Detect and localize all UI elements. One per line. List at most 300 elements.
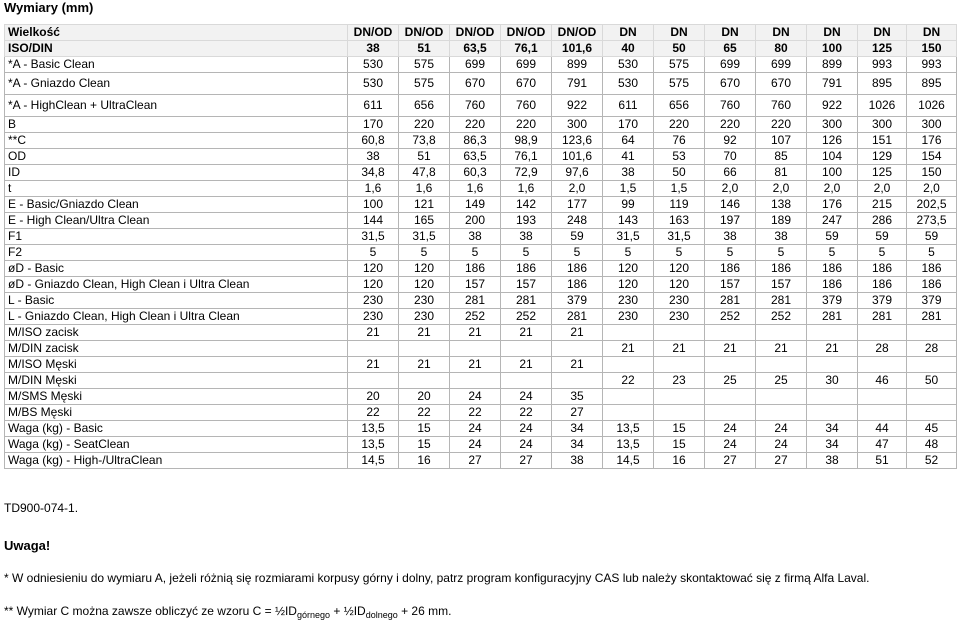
table-cell: 157 <box>756 277 807 293</box>
table-cell: 120 <box>654 261 705 277</box>
table-cell: 24 <box>705 437 756 453</box>
table-cell: 20 <box>399 389 450 405</box>
table-cell: 281 <box>756 293 807 309</box>
table-cell: 1026 <box>907 95 957 117</box>
header-type-cell: DN <box>705 25 756 41</box>
table-cell: 59 <box>552 229 603 245</box>
table-cell: 41 <box>603 149 654 165</box>
table-cell: 379 <box>858 293 907 309</box>
table-cell: 15 <box>399 421 450 437</box>
table-cell: 899 <box>807 57 858 73</box>
table-cell: 86,3 <box>450 133 501 149</box>
table-cell: 31,5 <box>399 229 450 245</box>
table-cell <box>654 357 705 373</box>
table-cell: 170 <box>603 117 654 133</box>
table-cell <box>756 405 807 421</box>
table-cell: 21 <box>450 357 501 373</box>
table-cell: 100 <box>807 165 858 181</box>
header-type-cell: DN/OD <box>501 25 552 41</box>
table-cell: 230 <box>348 293 399 309</box>
table-cell: 530 <box>348 73 399 95</box>
table-cell: 281 <box>705 293 756 309</box>
table-cell: 38 <box>807 453 858 469</box>
table-cell: 99 <box>603 197 654 213</box>
table-cell: 575 <box>399 73 450 95</box>
table-cell: 27 <box>450 453 501 469</box>
table-cell: 21 <box>705 341 756 357</box>
row-label: Waga (kg) - High-/UltraClean <box>5 453 348 469</box>
table-cell: 100 <box>348 197 399 213</box>
table-cell: 27 <box>552 405 603 421</box>
table-cell: 47 <box>858 437 907 453</box>
table-cell: 220 <box>501 117 552 133</box>
header-size-cell: 76,1 <box>501 41 552 57</box>
table-cell: 21 <box>654 341 705 357</box>
table-cell <box>705 405 756 421</box>
header-size-cell: 101,6 <box>552 41 603 57</box>
table-cell: 186 <box>858 277 907 293</box>
table-cell: 34 <box>807 421 858 437</box>
table-cell: 31,5 <box>603 229 654 245</box>
table-cell: 530 <box>603 57 654 73</box>
table-cell: 248 <box>552 213 603 229</box>
table-cell: 186 <box>756 261 807 277</box>
page-title: Wymiary (mm) <box>4 0 94 15</box>
table-cell <box>501 341 552 357</box>
table-cell <box>450 341 501 357</box>
table-cell: 21 <box>348 357 399 373</box>
table-cell: 34 <box>552 437 603 453</box>
table-cell: 126 <box>807 133 858 149</box>
header-size-cell: 63,5 <box>450 41 501 57</box>
table-cell: 120 <box>348 277 399 293</box>
row-label: M/ISO Męski <box>5 357 348 373</box>
table-cell: 15 <box>399 437 450 453</box>
table-cell <box>654 389 705 405</box>
table-cell: 38 <box>348 149 399 165</box>
table-cell: 53 <box>654 149 705 165</box>
table-cell: 252 <box>705 309 756 325</box>
table-cell: 38 <box>552 453 603 469</box>
row-label: OD <box>5 149 348 165</box>
table-cell: 38 <box>450 229 501 245</box>
table-cell <box>654 325 705 341</box>
table-cell: 186 <box>501 261 552 277</box>
table-cell: 5 <box>858 245 907 261</box>
table-cell: 1026 <box>858 95 907 117</box>
table-cell: 176 <box>907 133 957 149</box>
header-type-cell: DN/OD <box>450 25 501 41</box>
table-cell <box>552 373 603 389</box>
table-cell: 220 <box>399 117 450 133</box>
row-label: Waga (kg) - Basic <box>5 421 348 437</box>
table-cell: 51 <box>399 149 450 165</box>
table-cell: 21 <box>399 325 450 341</box>
table-cell: 575 <box>654 57 705 73</box>
row-label: t <box>5 181 348 197</box>
table-cell: 670 <box>705 73 756 95</box>
table-row <box>5 117 957 133</box>
header-size-cell: 150 <box>907 41 957 57</box>
table-cell: 5 <box>603 245 654 261</box>
table-cell: 59 <box>858 229 907 245</box>
table-cell: 151 <box>858 133 907 149</box>
table-cell: 202,5 <box>907 197 957 213</box>
table-cell <box>858 357 907 373</box>
table-cell <box>807 357 858 373</box>
table-cell <box>501 373 552 389</box>
table-cell <box>907 325 957 341</box>
table-cell: 281 <box>501 293 552 309</box>
table-cell: 530 <box>603 73 654 95</box>
header-size-cell: 100 <box>807 41 858 57</box>
table-cell: 656 <box>654 95 705 117</box>
table-cell: 176 <box>807 197 858 213</box>
table-row <box>5 405 957 421</box>
table-cell: 28 <box>907 341 957 357</box>
table-cell: 76 <box>654 133 705 149</box>
table-cell: 189 <box>756 213 807 229</box>
table-cell: 35 <box>552 389 603 405</box>
table-cell: 220 <box>450 117 501 133</box>
table-cell: 47,8 <box>399 165 450 181</box>
table-cell: 38 <box>501 229 552 245</box>
table-cell: 92 <box>705 133 756 149</box>
table-cell: 5 <box>450 245 501 261</box>
table-cell: 281 <box>807 309 858 325</box>
table-row <box>5 197 957 213</box>
table-cell: 379 <box>807 293 858 309</box>
table-cell: 120 <box>603 277 654 293</box>
table-cell: 73,8 <box>399 133 450 149</box>
table-cell: 28 <box>858 341 907 357</box>
table-cell <box>858 325 907 341</box>
table-cell: 129 <box>858 149 907 165</box>
table-cell: 154 <box>907 149 957 165</box>
header-type-cell: DN <box>858 25 907 41</box>
row-label: *A - Gniazdo Clean <box>5 73 348 95</box>
table-cell: 230 <box>399 309 450 325</box>
header-size-label: Wielkość <box>5 25 348 41</box>
table-cell: 670 <box>450 73 501 95</box>
row-label: øD - Gniazdo Clean, High Clean i Ultra Clean <box>5 277 348 293</box>
header-row-size <box>5 41 957 57</box>
table-cell: 143 <box>603 213 654 229</box>
table-cell: 230 <box>654 309 705 325</box>
table-cell: 64 <box>603 133 654 149</box>
table-cell: 21 <box>348 325 399 341</box>
row-label: M/BS Męski <box>5 405 348 421</box>
table-cell <box>603 389 654 405</box>
table-cell: 247 <box>807 213 858 229</box>
table-cell <box>705 325 756 341</box>
table-cell: 699 <box>450 57 501 73</box>
table-cell: 220 <box>756 117 807 133</box>
table-cell <box>399 341 450 357</box>
table-cell: 59 <box>907 229 957 245</box>
table-cell: 1,5 <box>654 181 705 197</box>
table-cell: 5 <box>705 245 756 261</box>
table-cell: 281 <box>858 309 907 325</box>
table-cell: 85 <box>756 149 807 165</box>
table-cell: 895 <box>858 73 907 95</box>
table-cell: 273,5 <box>907 213 957 229</box>
table-cell: 38 <box>756 229 807 245</box>
table-cell: 230 <box>399 293 450 309</box>
table-cell <box>756 389 807 405</box>
table-cell: 656 <box>399 95 450 117</box>
table-cell: 5 <box>807 245 858 261</box>
row-label: ID <box>5 165 348 181</box>
table-cell: 760 <box>450 95 501 117</box>
table-cell: 121 <box>399 197 450 213</box>
table-cell <box>756 357 807 373</box>
table-cell: 286 <box>858 213 907 229</box>
header-row-type <box>5 25 957 41</box>
table-cell: 281 <box>552 309 603 325</box>
table-cell <box>807 389 858 405</box>
table-cell: 760 <box>705 95 756 117</box>
row-label: *A - HighClean + UltraClean <box>5 95 348 117</box>
table-cell: 120 <box>399 277 450 293</box>
table-cell: 46 <box>858 373 907 389</box>
table-cell: 123,6 <box>552 133 603 149</box>
table-cell: 24 <box>501 389 552 405</box>
table-cell: 300 <box>907 117 957 133</box>
row-label: B <box>5 117 348 133</box>
table-cell: 215 <box>858 197 907 213</box>
table-cell: 21 <box>756 341 807 357</box>
table-cell: 48 <box>907 437 957 453</box>
table-cell: 107 <box>756 133 807 149</box>
table-cell: 230 <box>603 293 654 309</box>
table-cell: 2,0 <box>705 181 756 197</box>
table-cell: 27 <box>705 453 756 469</box>
table-cell: 699 <box>705 57 756 73</box>
table-cell: 611 <box>348 95 399 117</box>
table-cell <box>807 325 858 341</box>
row-label: M/SMS Męski <box>5 389 348 405</box>
table-cell: 5 <box>348 245 399 261</box>
table-cell <box>603 325 654 341</box>
table-cell <box>807 405 858 421</box>
table-cell: 24 <box>450 421 501 437</box>
table-cell: 138 <box>756 197 807 213</box>
table-cell: 22 <box>450 405 501 421</box>
table-cell: 142 <box>501 197 552 213</box>
footnote-a: * W odniesieniu do wymiaru A, jeżeli różnią się rozmiarami korpusy górny i dolny, patrz program konfiguracyjny CAS lub należy skontaktować się z firmą Alfa Laval. <box>4 571 870 585</box>
table-cell: 2,0 <box>807 181 858 197</box>
table-cell: 15 <box>654 421 705 437</box>
table-cell: 230 <box>603 309 654 325</box>
table-cell: 2,0 <box>552 181 603 197</box>
table-cell: 21 <box>450 325 501 341</box>
table-row <box>5 309 957 325</box>
header-size-cell: 65 <box>705 41 756 57</box>
table-cell: 20 <box>348 389 399 405</box>
table-cell: 5 <box>501 245 552 261</box>
table-cell: 14,5 <box>348 453 399 469</box>
table-cell: 230 <box>348 309 399 325</box>
table-cell: 21 <box>501 357 552 373</box>
table-cell <box>907 389 957 405</box>
table-cell: 13,5 <box>603 437 654 453</box>
row-label: Waga (kg) - SeatClean <box>5 437 348 453</box>
table-row <box>5 181 957 197</box>
table-cell: 27 <box>501 453 552 469</box>
table-cell: 21 <box>552 325 603 341</box>
table-cell: 76,1 <box>501 149 552 165</box>
table-cell: 22 <box>501 405 552 421</box>
table-cell: 22 <box>603 373 654 389</box>
table-cell: 252 <box>450 309 501 325</box>
table-cell: 760 <box>756 95 807 117</box>
row-label: F2 <box>5 245 348 261</box>
table-cell: 120 <box>654 277 705 293</box>
table-cell: 60,8 <box>348 133 399 149</box>
table-cell: 13,5 <box>348 421 399 437</box>
table-cell: 50 <box>654 165 705 181</box>
table-cell <box>858 389 907 405</box>
table-cell: 66 <box>705 165 756 181</box>
table-cell: 25 <box>705 373 756 389</box>
table-cell: 60,3 <box>450 165 501 181</box>
table-row <box>5 165 957 181</box>
table-cell: 24 <box>450 389 501 405</box>
table-cell: 34 <box>807 437 858 453</box>
table-row <box>5 229 957 245</box>
table-cell: 125 <box>858 165 907 181</box>
table-cell: 120 <box>399 261 450 277</box>
table-cell: 300 <box>807 117 858 133</box>
table-cell: 2,0 <box>907 181 957 197</box>
row-label: M/DIN Męski <box>5 373 348 389</box>
table-cell: 24 <box>450 437 501 453</box>
table-cell: 1,6 <box>348 181 399 197</box>
row-label: F1 <box>5 229 348 245</box>
header-type-cell: DN/OD <box>348 25 399 41</box>
header-type-cell: DN <box>654 25 705 41</box>
table-cell: 791 <box>807 73 858 95</box>
table-cell: 186 <box>907 261 957 277</box>
header-size-cell: 38 <box>348 41 399 57</box>
row-label: øD - Basic <box>5 261 348 277</box>
row-label: **C <box>5 133 348 149</box>
table-cell: 25 <box>756 373 807 389</box>
table-cell: 281 <box>907 309 957 325</box>
table-cell: 50 <box>907 373 957 389</box>
table-row <box>5 453 957 469</box>
table-cell <box>756 325 807 341</box>
table-cell: 252 <box>501 309 552 325</box>
table-cell: 13,5 <box>603 421 654 437</box>
table-cell <box>705 357 756 373</box>
table-cell: 30 <box>807 373 858 389</box>
table-cell: 97,6 <box>552 165 603 181</box>
table-row <box>5 389 957 405</box>
table-cell: 24 <box>501 437 552 453</box>
table-row <box>5 245 957 261</box>
table-cell: 220 <box>654 117 705 133</box>
table-cell: 27 <box>756 453 807 469</box>
table-cell: 670 <box>501 73 552 95</box>
table-cell <box>907 405 957 421</box>
table-cell: 922 <box>552 95 603 117</box>
header-type-cell: DN <box>907 25 957 41</box>
table-cell: 186 <box>807 277 858 293</box>
header-size-cell: 125 <box>858 41 907 57</box>
table-cell: 38 <box>603 165 654 181</box>
table-cell: 63,5 <box>450 149 501 165</box>
table-row <box>5 325 957 341</box>
table-cell: 1,6 <box>450 181 501 197</box>
table-row <box>5 421 957 437</box>
row-label: M/DIN zacisk <box>5 341 348 357</box>
table-cell: 177 <box>552 197 603 213</box>
table-cell: 16 <box>399 453 450 469</box>
table-cell: 21 <box>399 357 450 373</box>
table-cell: 922 <box>807 95 858 117</box>
table-cell: 21 <box>807 341 858 357</box>
table-cell: 186 <box>907 277 957 293</box>
table-cell: 21 <box>552 357 603 373</box>
table-cell <box>603 405 654 421</box>
table-cell: 16 <box>654 453 705 469</box>
table-cell: 791 <box>552 73 603 95</box>
table-cell: 186 <box>552 277 603 293</box>
table-cell <box>552 341 603 357</box>
table-cell <box>450 373 501 389</box>
row-label: L - Basic <box>5 293 348 309</box>
table-cell: 44 <box>858 421 907 437</box>
table-cell <box>705 389 756 405</box>
warning-heading: Uwaga! <box>4 538 51 553</box>
table-cell: 1,5 <box>603 181 654 197</box>
table-cell: 575 <box>399 57 450 73</box>
table-cell: 21 <box>501 325 552 341</box>
table-cell: 70 <box>705 149 756 165</box>
table-cell: 13,5 <box>348 437 399 453</box>
table-cell: 699 <box>501 57 552 73</box>
table-cell: 24 <box>756 437 807 453</box>
table-cell: 193 <box>501 213 552 229</box>
table-cell: 104 <box>807 149 858 165</box>
row-label: E - Basic/Gniazdo Clean <box>5 197 348 213</box>
table-cell: 149 <box>450 197 501 213</box>
table-cell: 120 <box>603 261 654 277</box>
table-cell: 15 <box>654 437 705 453</box>
table-cell: 200 <box>450 213 501 229</box>
header-type-cell: DN/OD <box>552 25 603 41</box>
table-cell <box>654 405 705 421</box>
table-cell: 165 <box>399 213 450 229</box>
document-reference: TD900-074-1. <box>4 501 79 515</box>
table-cell: 22 <box>399 405 450 421</box>
header-type-cell: DN <box>603 25 654 41</box>
table-cell: 170 <box>348 117 399 133</box>
table-cell: 5 <box>756 245 807 261</box>
table-cell <box>348 373 399 389</box>
table-row <box>5 357 957 373</box>
header-size-cell: 40 <box>603 41 654 57</box>
table-cell: 300 <box>552 117 603 133</box>
table-cell: 2,0 <box>756 181 807 197</box>
table-row <box>5 277 957 293</box>
table-cell: 252 <box>756 309 807 325</box>
header-type-cell: DN <box>807 25 858 41</box>
table-cell: 281 <box>450 293 501 309</box>
table-cell: 379 <box>907 293 957 309</box>
